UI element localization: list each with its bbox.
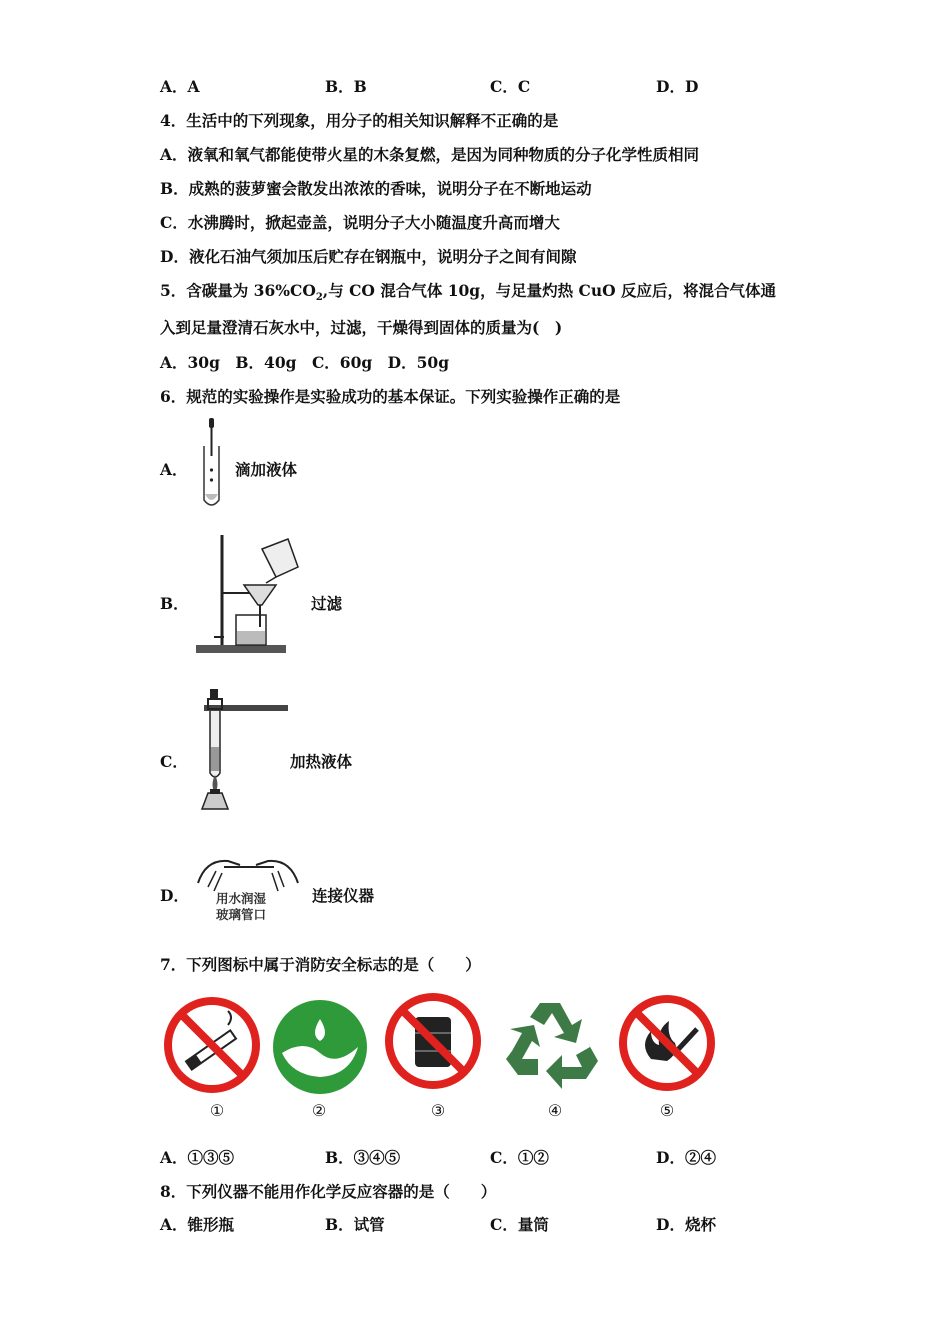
connect-apparatus-figure xyxy=(194,853,304,925)
q6-option-a-letter: A． xyxy=(160,460,188,479)
q5-stem xyxy=(160,281,776,308)
sign-number-2: ② xyxy=(311,1101,327,1120)
recycling-icon xyxy=(500,993,600,1093)
q4-option-c: C．水沸腾时，掀起壶盖，说明分子大小随温度升高而增大 xyxy=(160,213,560,232)
q7-option-b: B．③④⑤ xyxy=(325,1148,401,1167)
q4-option-d: D．液化石油气须加压后贮存在钢瓶中，说明分子之间有间隙 xyxy=(160,247,577,266)
heating-liquid-figure xyxy=(196,689,292,813)
q6-option-c-letter: C． xyxy=(160,752,188,771)
q5-stem-part2: ,与 CO 混合气体 10g，与足量灼热 CuO 反应后，将混合气体通 xyxy=(322,281,777,300)
sign-number-4: ④ xyxy=(547,1101,563,1120)
q6-option-b-letter: B． xyxy=(160,594,189,613)
water-saving-icon xyxy=(270,997,370,1097)
q3-option-c: C．C xyxy=(490,77,531,96)
figure-d-text-line2: 玻璃管口 xyxy=(216,907,267,922)
q6-option-d-letter: D． xyxy=(160,886,189,905)
q6-option-d-caption: 连接仪器 xyxy=(312,886,375,905)
q7-option-c: C．①② xyxy=(490,1148,549,1167)
no-smoking-icon xyxy=(162,995,262,1095)
q8-option-d: D．烧杯 xyxy=(656,1215,716,1234)
sign-number-3: ③ xyxy=(430,1101,446,1120)
q8-stem: 8．下列仪器不能用作化学反应容器的是（ ） xyxy=(160,1182,497,1201)
dropper-test-tube-figure xyxy=(196,418,228,510)
filtration-apparatus-figure xyxy=(192,533,304,657)
q4-option-a: A．液氧和氧气都能使带火星的木条复燃，是因为同种物质的分子化学性质相同 xyxy=(160,145,700,164)
q8-option-c: C．量筒 xyxy=(490,1215,549,1234)
q7-option-d: D．②④ xyxy=(656,1148,716,1167)
sign-number-1: ① xyxy=(209,1101,225,1120)
q5-stem-part1: 5．含碳量为 36%CO xyxy=(160,281,316,300)
q3-option-a: A．A xyxy=(160,77,200,96)
q6-option-c-caption: 加热液体 xyxy=(290,752,353,771)
figure-d-text-line1: 用水润湿 xyxy=(216,891,267,906)
q6-option-b-caption: 过滤 xyxy=(311,594,343,613)
q5-stem-line2: 入到足量澄清石灰水中，过滤，干燥得到固体的质量为( ) xyxy=(160,318,563,337)
no-fire-icon xyxy=(617,993,717,1093)
q8-option-b: B．试管 xyxy=(325,1215,385,1234)
q5-stem-subscript: 2 xyxy=(315,292,323,304)
q4-option-b: B．成熟的菠萝蜜会散发出浓浓的香味，说明分子在不断地运动 xyxy=(160,179,592,198)
q6-stem: 6．规范的实验操作是实验成功的基本保证。下列实验操作正确的是 xyxy=(160,387,621,406)
q7-stem: 7．下列图标中属于消防安全标志的是（ ） xyxy=(160,955,481,974)
sign-number-5: ⑤ xyxy=(659,1101,675,1120)
q8-option-a: A．锥形瓶 xyxy=(160,1215,235,1234)
q3-option-d: D．D xyxy=(656,77,699,96)
q5-options: A．30g B．40g C．60g D．50g xyxy=(160,353,450,372)
q6-option-a-caption: 滴加液体 xyxy=(235,460,298,479)
q4-stem: 4．生活中的下列现象，用分子的相关知识解释不正确的是 xyxy=(160,111,559,130)
q7-option-a: A．①③⑤ xyxy=(160,1148,235,1167)
q3-option-b: B．B xyxy=(325,77,367,96)
no-oil-barrel-icon xyxy=(383,991,483,1091)
